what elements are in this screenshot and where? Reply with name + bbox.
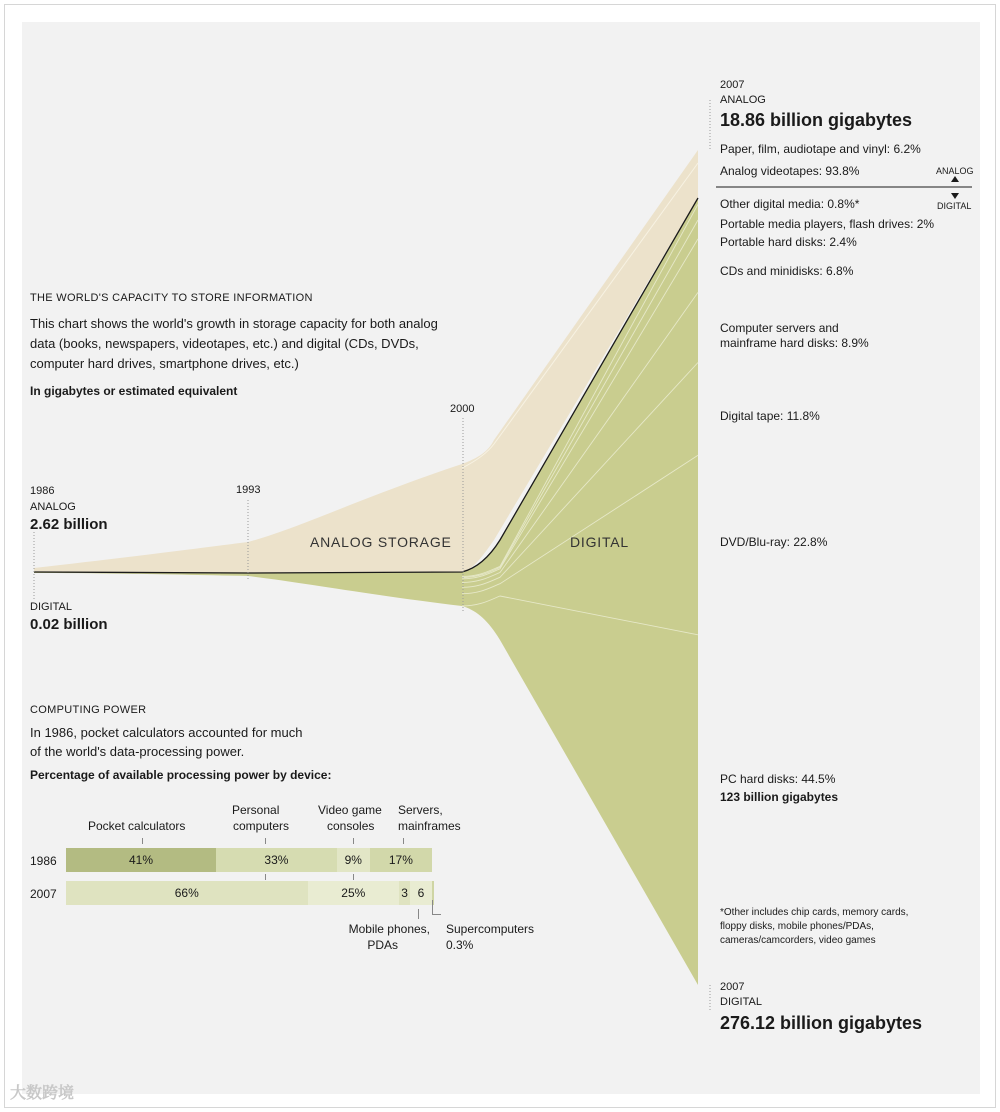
- tick-video: [353, 838, 354, 844]
- arrow-down-icon: [951, 193, 959, 199]
- bar-segment: [66, 848, 216, 872]
- cat-personal-computers-line2: computers: [233, 819, 290, 833]
- tick-pc: [265, 838, 266, 844]
- bar-segment-label: 41%: [129, 853, 154, 867]
- digital-breakdown-pc-hd: PC hard disks: 44.5%: [720, 772, 836, 786]
- digital-breakdown-portable-hd: Portable hard disks: 2.4%: [720, 235, 857, 249]
- end-digital-total: 276.12 billion gigabytes: [720, 1013, 923, 1033]
- bar-segment-label: 9%: [344, 853, 362, 867]
- bar-row-1986: [66, 848, 432, 872]
- tick-pc-2007: [265, 874, 266, 880]
- computing-desc-line1: In 1986, pocket calculators accounted for much: [30, 725, 303, 740]
- legend-digital: DIGITAL: [937, 201, 972, 211]
- end-digital-label: DIGITAL: [720, 996, 762, 1008]
- cat-personal-computers-line1: Personal: [232, 803, 280, 817]
- bar-segment: [337, 848, 370, 872]
- tick-video-2007: [353, 874, 354, 880]
- footnote-line1: *Other includes chip cards, memory cards,: [720, 907, 909, 918]
- bar-segment: [410, 881, 432, 905]
- bar-segment: [370, 848, 432, 872]
- start-analog-label: ANALOG: [30, 501, 76, 513]
- watermark: 大数跨境: [10, 1085, 75, 1102]
- cat-mobile-line1: Mobile phones,: [348, 922, 430, 936]
- storage-unit-label: In gigabytes or estimated equivalent: [30, 384, 238, 398]
- tick-servers: [403, 838, 404, 844]
- footnote-line3: cameras/camcorders, video games: [720, 935, 876, 946]
- computing-desc-line2: of the world's data-processing power.: [30, 744, 245, 759]
- end-analog-total: 18.86 billion gigabytes: [720, 110, 913, 130]
- bar-segment-label: 17%: [388, 853, 413, 867]
- bar-segment-label: 6: [417, 886, 425, 900]
- start-year: 1986: [30, 485, 55, 497]
- digital-breakdown-tape: Digital tape: 11.8%: [720, 409, 820, 423]
- tick-pocket: [142, 838, 143, 844]
- bar-segment: [66, 881, 308, 905]
- bar-segment: [399, 881, 410, 905]
- cat-servers-line2: mainframes: [398, 819, 461, 833]
- cat-super-line2: 0.3%: [446, 938, 474, 952]
- cat-mobile-line2: PDAs: [367, 938, 398, 952]
- digital-breakdown-servers-line2: mainframe hard disks: 8.9%: [720, 336, 869, 350]
- bar-segment-label: 25%: [341, 886, 366, 900]
- bar-segment-label: 66%: [174, 886, 199, 900]
- end-analog-year: 2007: [720, 79, 745, 91]
- year-label-1993: 1993: [236, 484, 261, 496]
- bar-segment: [308, 881, 400, 905]
- footnote-line2: floppy disks, mobile phones/PDAs,: [720, 921, 874, 932]
- cat-servers-line1: Servers,: [398, 803, 443, 817]
- analog-breakdown-videotape: Analog videotapes: 93.8%: [720, 164, 860, 178]
- storage-description: This chart shows the world's growth in storage capacity for both analog data (books, newspapers, videotapes, etc.) and digital (CDs, DVDs, computer hard drives, smartphone drives, etc.): [30, 316, 438, 371]
- storage-title: THE WORLD'S CAPACITY TO STORE INFORMATION: [30, 292, 313, 304]
- bar-segment-label: 33%: [264, 853, 289, 867]
- cat-video-consoles-line1: Video game: [318, 803, 382, 817]
- computing-title: COMPUTING POWER: [30, 704, 147, 716]
- bar-segment: [216, 848, 337, 872]
- digital-breakdown-portable-media: Portable media players, flash drives: 2%: [720, 217, 935, 231]
- bar-row-label-2007: 2007: [30, 887, 57, 901]
- legend-analog: ANALOG: [936, 166, 974, 176]
- analog-storage-label: ANALOG STORAGE: [310, 534, 452, 550]
- bar-segment-label: 3: [401, 886, 408, 900]
- bar-row-label-1986: 1986: [30, 854, 57, 868]
- digital-storage-label: DIGITAL: [570, 534, 630, 550]
- end-analog-label: ANALOG: [720, 94, 766, 106]
- digital-breakdown-cds: CDs and minidisks: 6.8%: [720, 264, 854, 278]
- end-digital-year: 2007: [720, 981, 745, 993]
- tick-mobile: [418, 909, 419, 919]
- digital-breakdown-servers-line1: Computer servers and: [720, 321, 839, 335]
- computing-unit-label: Percentage of available processing power by device:: [30, 768, 332, 782]
- analog-breakdown-paper: Paper, film, audiotape and vinyl: 6.2%: [720, 142, 921, 156]
- digital-breakdown-pc-hd-gb: 123 billion gigabytes: [720, 790, 839, 804]
- supercomputer-bracket: [432, 900, 441, 915]
- start-digital-value: 0.02 billion: [30, 616, 108, 633]
- start-analog-value: 2.62 billion: [30, 516, 108, 533]
- cat-pocket-calculators: Pocket calculators: [88, 819, 186, 833]
- cat-super-line1: Supercomputers: [446, 922, 535, 936]
- cat-video-consoles-line2: consoles: [327, 819, 375, 833]
- start-digital-label: DIGITAL: [30, 601, 72, 613]
- year-label-2000: 2000: [450, 403, 475, 415]
- digital-breakdown-other: Other digital media: 0.8%*: [720, 197, 860, 211]
- digital-breakdown-dvd: DVD/Blu-ray: 22.8%: [720, 535, 828, 549]
- bar-row-2007: [66, 881, 432, 905]
- arrow-up-icon: [951, 176, 959, 182]
